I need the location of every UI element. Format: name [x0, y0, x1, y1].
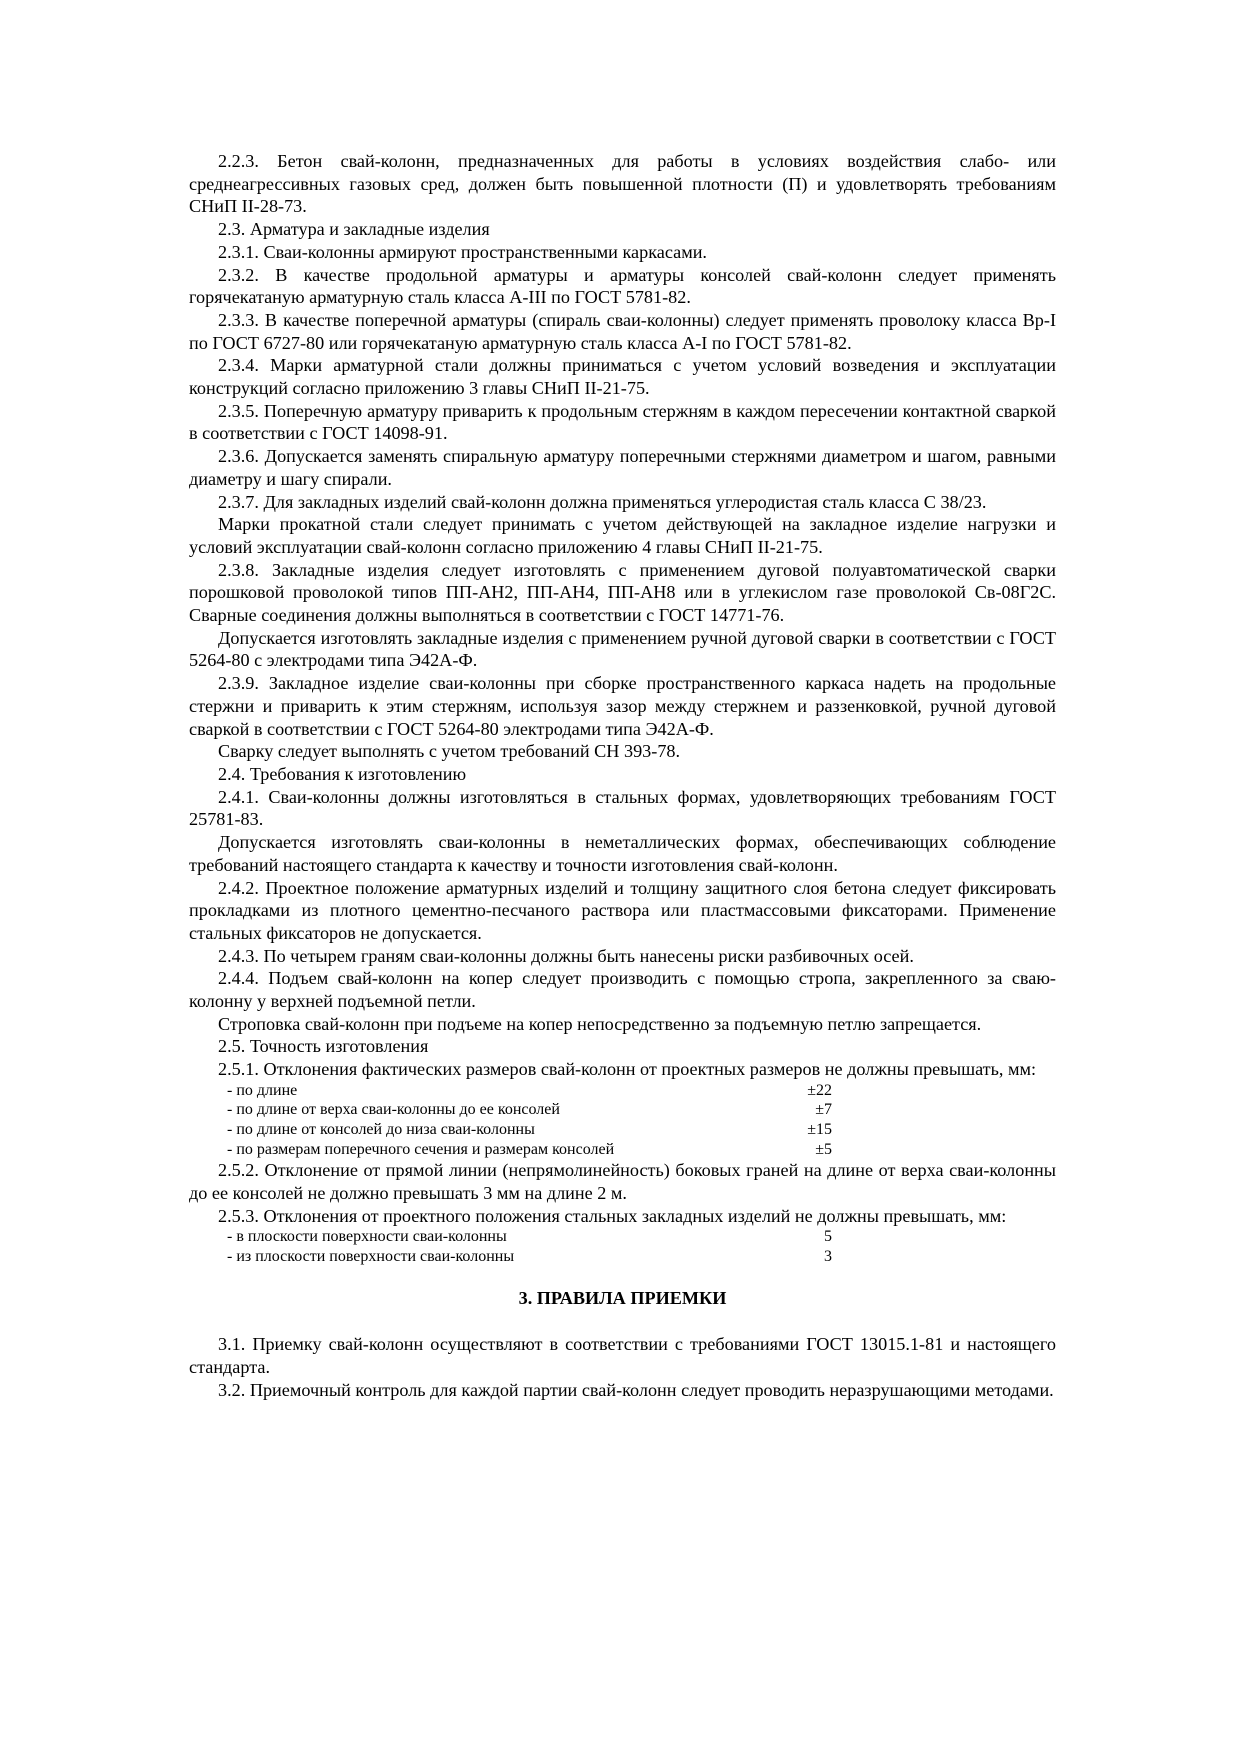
row-value: ±15: [807, 1121, 832, 1139]
paragraph-group-a: [189, 150, 1056, 1081]
section-heading: 3. ПРАВИЛА ПРИЕМКИ: [518, 1287, 727, 1308]
paragraph: Сварку следует выполнять с учетом требований СН 393-78.: [218, 741, 681, 762]
row-label: - по длине от верха сваи-колонны до ее консолей: [227, 1101, 560, 1119]
table-row: [189, 1227, 1056, 1247]
table-row: [189, 1120, 1056, 1140]
paragraph: 2.3.2. В качестве продольной арматуры и арматуры консолей свай-колонн следует применять горячекатаную арматурную сталь класса A-III по ГОСТ 5781-82.: [189, 264, 1056, 308]
row-value: ±22: [807, 1081, 832, 1099]
paragraph: 2.3.4. Марки арматурной стали должны приниматься с учетом условий возведения и эксплуатации конструкций согласно приложению 3 главы СНиП II-21-75.: [189, 355, 1056, 399]
document-page: [189, 150, 1056, 1401]
row-label: - в плоскости поверхности сваи-колонны: [227, 1228, 507, 1246]
row-value: 3: [824, 1247, 832, 1265]
subsection-title: 2.3. Арматура и закладные изделия: [218, 219, 490, 240]
paragraph: 2.3.9. Закладное изделие сваи-колонны при сборке пространственного каркаса надеть на продольные стержни и приварить к этим стержням, используя зазор между стержнем и раззенковкой, ручной дуговой сваркой в соответствии с ГОСТ 5264-80 электродами типа Э42А-Ф.: [189, 673, 1056, 739]
tolerance-table-dimensions: [189, 1081, 1056, 1159]
row-value: ±5: [815, 1140, 832, 1158]
row-label: - из плоскости поверхности сваи-колонны: [227, 1247, 515, 1265]
paragraph: 2.4.2. Проектное положение арматурных изделий и толщину защитного слоя бетона следует фиксировать прокладками из плотного цементно-песчаного раствора или пластмассовыми фиксаторами. Применение стальных фиксаторов не допускается.: [189, 877, 1056, 943]
row-value: 5: [824, 1228, 832, 1246]
paragraph: Допускается изготовлять сваи-колонны в неметаллических формах, обеспечивающих соблюдение требований настоящего стандарта к качеству и точности изготовления свай-колонн.: [189, 832, 1056, 875]
paragraph: 2.4.1. Сваи-колонны должны изготовляться в стальных формах, удовлетворяющих требованиям ГОСТ 25781-83.: [189, 786, 1056, 830]
subsection-title: 2.5. Точность изготовления: [218, 1036, 429, 1057]
table-row: [189, 1100, 1056, 1120]
paragraph: 2.2.3. Бетон свай-колонн, предназначенных для работы в условиях воздействия слабо- или среднеагрессивных газовых сред, должен быть повышенной плотности (П) и удовлетворять требованиям СНиП II-28-73.: [189, 151, 1056, 217]
paragraph: 2.5.2. Отклонение от прямой линии (непрямолинейность) боковых граней на длине от верха сваи-колонны до ее консолей не должно превышать 3 мм на длине 2 м.: [189, 1160, 1056, 1203]
table-row: [189, 1081, 1056, 1101]
paragraph: Допускается изготовлять закладные изделия с применением ручной дуговой сварки в соответствии с ГОСТ 5264-80 с электродами типа Э42А-Ф.: [189, 627, 1056, 671]
paragraph: 2.3.1. Сваи-колонны армируют пространственными каркасами.: [218, 241, 707, 262]
tolerance-table-embedded-parts: [189, 1227, 1056, 1266]
paragraph: 3.1. Приемку свай-колонн осуществляют в соответствии с требованиями ГОСТ 13015.1-81 и настоящего стандарта.: [189, 1334, 1056, 1377]
table-row: [189, 1140, 1056, 1160]
table-row: [189, 1247, 1056, 1267]
paragraph: Строповка свай-колонн при подъеме на копер непосредственно за подъемную петлю запрещается.: [218, 1013, 982, 1034]
paragraph: 2.4.3. По четырем граням сваи-колонны должны быть нанесены риски разбивочных осей.: [218, 945, 914, 966]
paragraph: 2.3.7. Для закладных изделий свай-колонн должна применяться углеродистая сталь класса С 38/23.: [218, 491, 987, 512]
paragraph-group-c: [189, 1333, 1056, 1401]
paragraph-group-b: [189, 1159, 1056, 1227]
paragraph: 3.2. Приемочный контроль для каждой партии свай-колонн следует проводить неразрушающими методами.: [218, 1379, 1054, 1400]
paragraph: 2.3.5. Поперечную арматуру приварить к продольным стержням в каждом пересечении контактной сваркой в соответствии с ГОСТ 14098-91.: [189, 400, 1056, 444]
row-value: ±7: [815, 1101, 832, 1119]
paragraph: Марки прокатной стали следует принимать с учетом действующей на закладное изделие нагрузки и условий эксплуатации свай-колонн согласно приложению 4 главы СНиП II-21-75.: [189, 514, 1056, 557]
paragraph: 2.5.1. Отклонения фактических размеров свай-колонн от проектных размеров не должны превышать, мм:: [218, 1059, 1037, 1080]
paragraph: 2.3.8. Закладные изделия следует изготовлять с применением дуговой полуавтоматической сварки порошковой проволокой типов ПП-АН2, ПП-АН4, ПП-АН8 или в углекислом газе проволокой Св-08Г2С. Сварные соединения должны выполняться в соответствии с ГОСТ 14771-76.: [189, 559, 1056, 626]
paragraph: 2.4.4. Подъем свай-колонн на копер следует производить с помощью стропа, закрепленного за сваю-колонну у верхней подъемной петли.: [189, 968, 1056, 1012]
row-label: - по размерам поперечного сечения и размерам консолей: [227, 1140, 615, 1158]
paragraph: 2.3.6. Допускается заменять спиральную арматуру поперечными стержнями диаметром и шагом, равными диаметру и шагу спирали.: [189, 446, 1056, 489]
paragraph: 2.3.3. В качестве поперечной арматуры (спираль сваи-колонны) следует применять проволоку класса Вр-I по ГОСТ 6727-80 или горячекатаную арматурную сталь класса A-I по ГОСТ 5781-82.: [189, 309, 1056, 353]
subsection-title: 2.4. Требования к изготовлению: [218, 763, 467, 784]
paragraph: 2.5.3. Отклонения от проектного положения стальных закладных изделий не должны превышать, мм:: [218, 1205, 1007, 1226]
row-label: - по длине от консолей до низа сваи-колонны: [227, 1121, 535, 1139]
row-label: - по длине: [227, 1081, 298, 1099]
